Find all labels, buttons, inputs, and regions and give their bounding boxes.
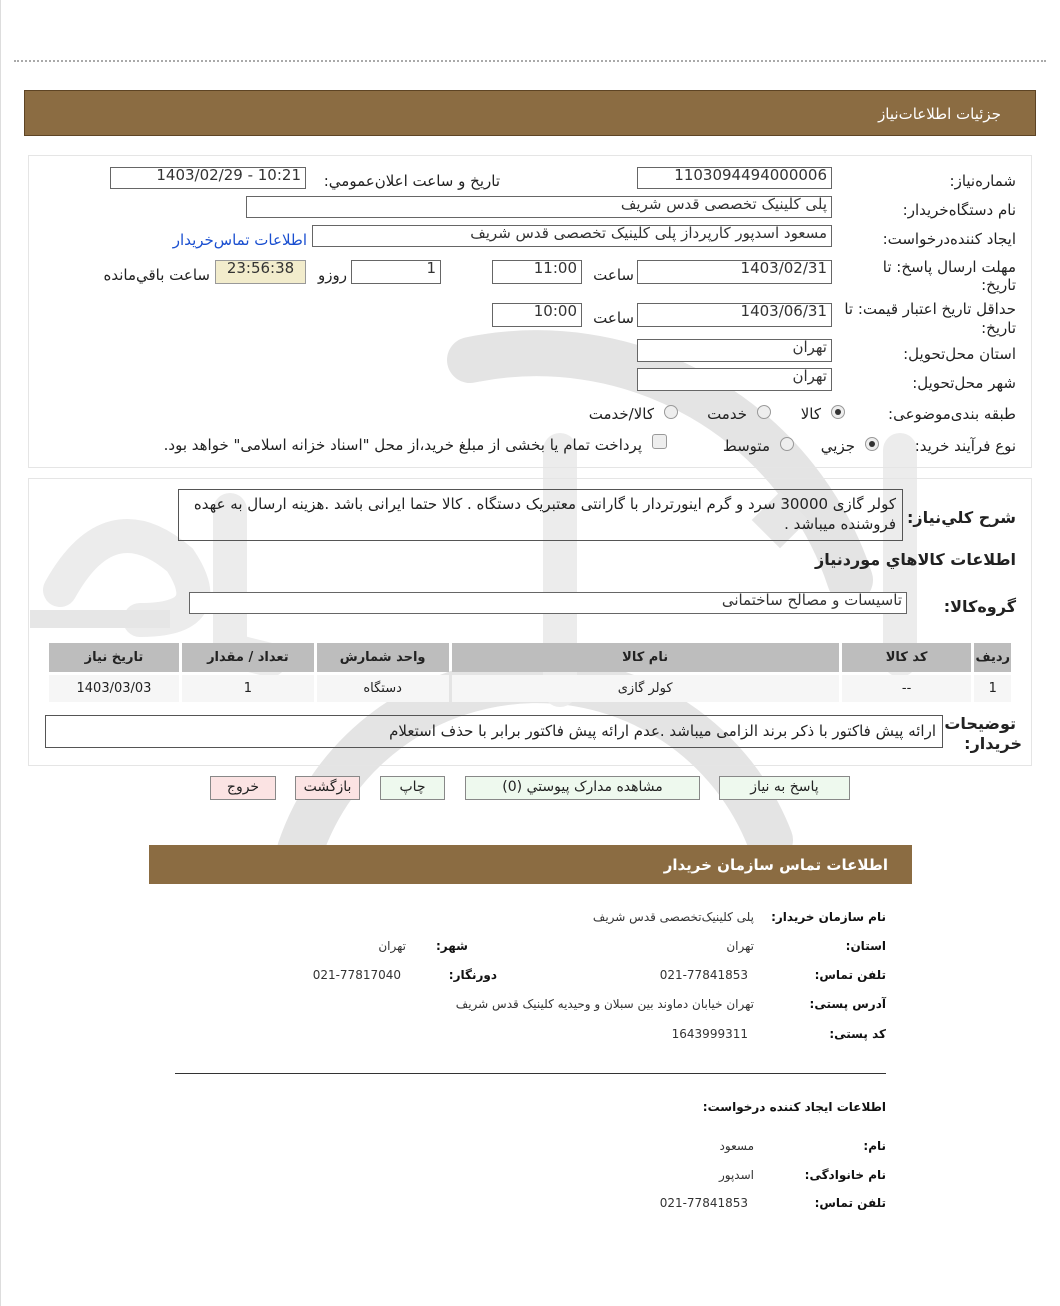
deadline-label: مهلت ارسال پاسخ: تا	[882, 258, 1016, 276]
col-quantity: تعداد / مقدار	[182, 643, 314, 672]
col-code: کد کالا	[842, 643, 972, 672]
buyer-org-field: پلی کلینیک تخصصی قدس شریف	[246, 196, 832, 218]
creator-name-value: مسعود	[719, 1139, 754, 1153]
validity-date-field: 1403/06/31	[637, 303, 832, 327]
contact-province-value: تهران	[726, 939, 754, 953]
category-option-goods: کالا	[800, 405, 821, 423]
validity-time-label: ساعت	[593, 309, 634, 327]
contact-phone-value: 021-77841853	[659, 968, 748, 982]
creator-phone-value: 021-77841853	[659, 1196, 748, 1210]
category-radio-goods[interactable]	[831, 405, 845, 419]
province-field: تهران	[637, 339, 832, 362]
contact-header	[149, 845, 912, 884]
deadline-label-2: تاريخ:	[981, 276, 1016, 294]
col-name: نام کالا	[452, 643, 839, 672]
exit-button[interactable]: خروج	[210, 776, 276, 800]
validity-label: حداقل تاريخ اعتبار قيمت: تا	[844, 300, 1016, 318]
category-label: طبقه بندی‌موضوعی:	[888, 405, 1016, 423]
contact-city-value: تهران	[378, 939, 406, 953]
category-radio-goods-service[interactable]	[664, 405, 678, 419]
deadline-date-field: 1403/02/31	[637, 260, 832, 284]
buyer-org-label: نام دستگاه‌خريدار:	[902, 201, 1016, 219]
deadline-time-field: 11:00	[492, 260, 582, 284]
goods-info-title: اطلاعات کالاهاي موردنياز	[815, 550, 1016, 569]
announce-datetime-field: 1403/02/29 - 10:21	[110, 167, 306, 189]
contact-city-label: شهر:	[436, 939, 468, 953]
postal-label: کد پستی:	[829, 1027, 886, 1041]
remaining-label: ساعت باقي‌مانده	[103, 266, 210, 284]
buyer-notes-label: توضيحات	[944, 714, 1016, 733]
process-radio-minor[interactable]	[865, 437, 879, 451]
goods-table-header	[49, 643, 1011, 672]
col-unit: واحد شمارش	[317, 643, 449, 672]
back-button[interactable]: بازگشت	[295, 776, 360, 800]
days-field: 1	[351, 260, 441, 284]
cell-unit: دستگاه	[317, 675, 449, 702]
buyer-notes-label-2: خريدار:	[964, 734, 1022, 753]
attachments-button[interactable]: مشاهده مدارک پيوستي (0)	[465, 776, 700, 800]
fax-value: 021-77817040	[312, 968, 401, 982]
col-row: رديف	[974, 643, 1011, 672]
creator-name-label: نام:	[863, 1139, 886, 1153]
top-divider	[14, 60, 1046, 62]
category-radio-service[interactable]	[757, 405, 771, 419]
table-row	[49, 675, 1011, 702]
print-button[interactable]: چاپ	[380, 776, 445, 800]
org-name-value: پلی کلینیک‌تخصصی قدس شریف	[592, 910, 754, 924]
treasury-checkbox[interactable]	[652, 434, 667, 449]
validity-label-2: تاريخ:	[981, 319, 1016, 337]
remaining-time-field: 23:56:38	[215, 260, 306, 284]
need-number-label: شماره‌نیاز:	[949, 172, 1016, 190]
buyer-contact-link[interactable]: اطلاعات تماس‌خريدار	[172, 231, 307, 249]
fax-label: دورنگار:	[448, 968, 497, 982]
validity-time-field: 10:00	[492, 303, 582, 327]
cell-date: 1403/03/03	[49, 675, 179, 702]
goods-group-label: گروه‌کالا:	[943, 597, 1016, 616]
section-header	[24, 90, 1036, 136]
contact-title: اطلاعات تماس سازمان خریدار	[663, 856, 888, 874]
city-field: تهران	[637, 368, 832, 391]
contact-province-label: استان:	[845, 939, 886, 953]
cell-quantity: 1	[182, 675, 314, 702]
reply-button[interactable]: پاسخ به نياز	[719, 776, 850, 800]
creator-family-value: اسدپور	[718, 1168, 754, 1182]
creator-field: مسعود اسدپور کارپرداز پلی کلینیک تخصصی قدس شریف	[312, 225, 832, 247]
announce-label: تاریخ و ساعت اعلان‌عمومي:	[323, 172, 500, 190]
process-radio-medium[interactable]	[780, 437, 794, 451]
section-title: جزئیات اطلاعات‌نیاز	[878, 105, 1001, 123]
creator-phone-label: تلفن تماس:	[814, 1196, 886, 1210]
cell-code: --	[842, 675, 972, 702]
cell-name: کولر گازی	[452, 675, 839, 702]
postal-value: 1643999311	[671, 1027, 748, 1041]
address-label: آدرس پستی:	[809, 997, 886, 1011]
creator-info-title: اطلاعات ایجاد کننده درخواست:	[702, 1100, 886, 1114]
description-text: کولر گازی 30000 سرد و گرم اینورتردار با گارانتی معتبریک دستگاه . کالا حتما ایرانی باشد .هزینه ارسال به عهده فروشنده میباشد .	[178, 489, 903, 541]
process-label: نوع فرآيند خريد:	[914, 437, 1016, 455]
province-label: استان محل‌تحويل:	[903, 345, 1016, 363]
description-label: شرح کلي‌نياز:	[907, 508, 1016, 527]
process-option-medium: متوسط	[722, 437, 770, 455]
city-label: شهر محل‌تحويل:	[912, 374, 1016, 392]
org-name-label: نام سازمان خریدار:	[771, 910, 886, 924]
deadline-time-label: ساعت	[593, 266, 634, 284]
goods-table	[46, 640, 1014, 705]
days-label: روزو	[318, 266, 347, 284]
category-option-service: خدمت	[707, 405, 747, 423]
need-number-field: 1103094494000006	[637, 167, 832, 189]
contact-phone-label: تلفن تماس:	[814, 968, 886, 982]
creator-label: ايجاد کننده‌درخواست:	[882, 230, 1016, 248]
col-date: تاريخ نياز	[49, 643, 179, 672]
cell-row: 1	[974, 675, 1011, 702]
buyer-notes-text: ارائه پیش فاکتور با ذکر برند الزامی میباشد .عدم ارائه پیش فاکتور برابر با حذف استعلام	[45, 715, 943, 748]
process-option-minor: جزيي	[820, 437, 855, 455]
goods-group-field: تاسیسات و مصالح ساختمانی	[189, 592, 907, 614]
payment-note: پرداخت تمام يا بخشی از مبلغ خريد،از محل "اسناد خزانه اسلامی" خواهد بود.	[163, 436, 642, 454]
creator-family-label: نام خانوادگی:	[804, 1168, 886, 1182]
category-option-goods-service: کالا/خدمت	[588, 405, 654, 423]
address-value: تهران خیابان دماوند بین سبلان و وحیدیه کلینیک قدس شریف	[455, 997, 754, 1011]
contact-divider	[175, 1073, 886, 1074]
